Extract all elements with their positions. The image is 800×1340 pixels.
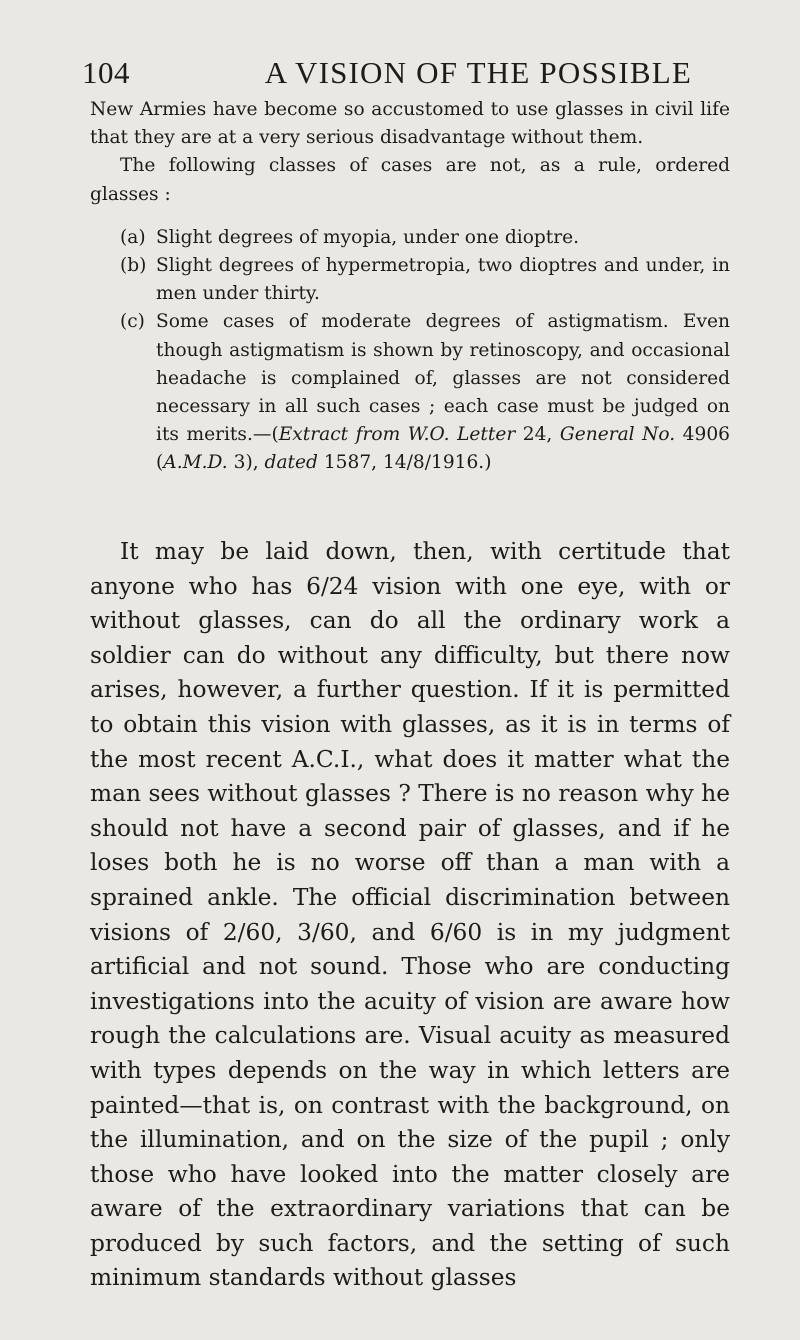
list-item [90, 252, 730, 308]
page-number: 104 [82, 55, 130, 90]
body-text [90, 535, 730, 1296]
item-text: Slight degrees of hypermetropia, two dioptres and under, in men under thirty. [156, 255, 730, 305]
intro-line-1: New Armies have become so accustomed to use glasses in civil life that they are at a very serious disadvantage without them. [90, 99, 730, 149]
item-text-with-citation [156, 308, 730, 477]
item-text: Some cases of moderate degrees of astigmatism. Even though astigmatism is shown by retinoscopy, and occasional headache is complained of, glasses are not considered necessary in all such cases ; each case must be judged on its merits.— [156, 311, 730, 446]
citation-date: 1587, 14/8/1916.) [317, 452, 492, 474]
running-header [82, 55, 692, 91]
citation-dated: dated [264, 452, 318, 474]
citation-extract: Extract from W.O. Letter [278, 424, 516, 446]
citation-general: General No. [559, 424, 676, 446]
item-label: (a) [120, 226, 146, 248]
citation-amd: A.M.D. [163, 452, 228, 474]
case-list [90, 224, 730, 478]
citation-number: 3), [227, 452, 265, 474]
item-label: (c) [120, 311, 145, 333]
quoted-extract [90, 96, 730, 478]
citation-number: 4906 ( [156, 424, 730, 474]
item-label: (b) [120, 255, 147, 277]
list-item [90, 308, 730, 477]
running-title: A VISION OF THE POSSIBLE [264, 55, 692, 90]
intro-line-2: The following classes of cases are not, as a rule, ordered glasses : [90, 155, 730, 205]
citation-number: 24, [515, 424, 560, 446]
citation-open-paren: ( [271, 424, 279, 446]
list-item [90, 224, 730, 252]
item-text: Slight degrees of myopia, under one dioptre. [156, 226, 580, 248]
body-paragraph: It may be laid down, then, with certitude that anyone who has 6/24 vision with one eye, with or without glasses, can do all the ordinary work a soldier can do without any difficulty, but there now arises, however, a further question. If it is permitted to obtain this vision with glasses, as it is in terms of the most recent A.C.I., what does it matter what the man sees without glasses ? There is no reason why he should not have a second pair of glasses, and if he loses both he is no worse off than a man with a sprained ankle. The official discrimination between visions of 2/60, 3/60, and 6/60 is in my judgment artificial and not sound. Those who are conducting investigations into the acuity of vision are aware how rough the calculations are. Visual acuity as measured with types depends on the way in which letters are painted—that is, on contrast with the background, on the illumination, and on the size of the pupil ; only those who have looked into the matter closely are aware of the extraordinary variations that can be produced by such factors, and the setting of such minimum standards without glasses [90, 538, 730, 1292]
